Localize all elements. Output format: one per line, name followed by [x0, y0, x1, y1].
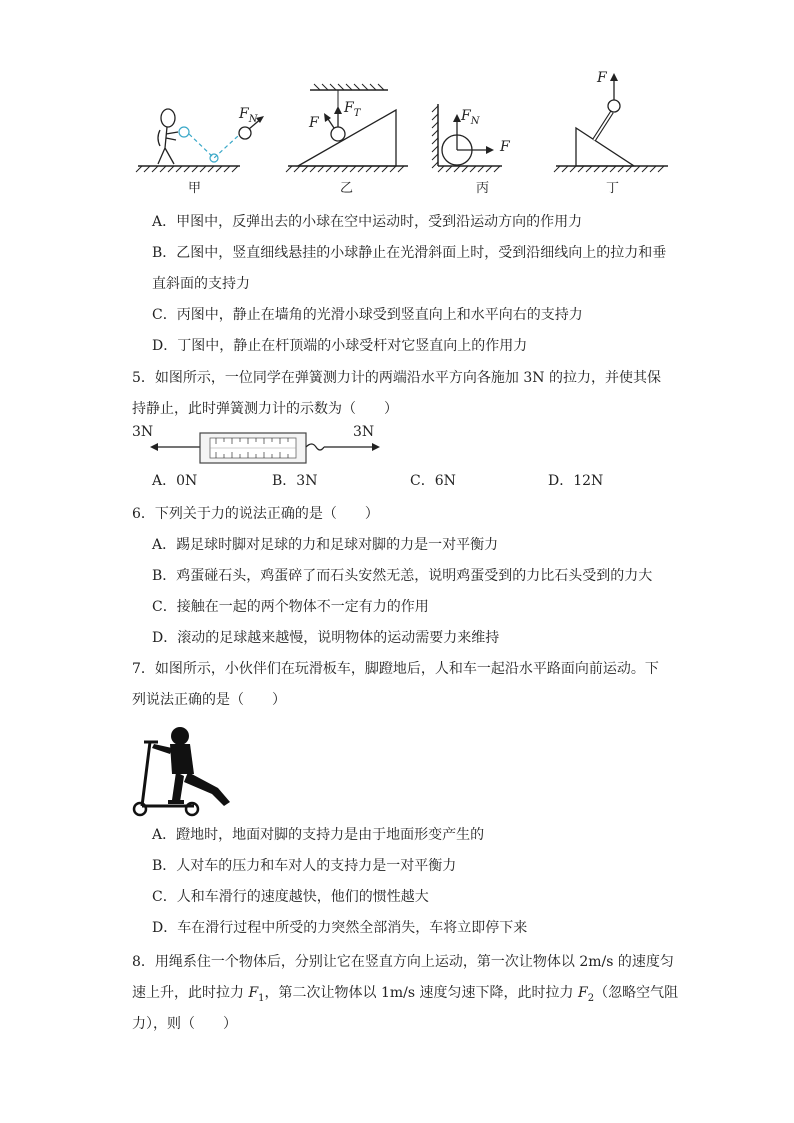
- caption-yi: 乙: [340, 181, 354, 196]
- q5-option-b: B．3N: [272, 473, 318, 489]
- q6-option-d: D．滚动的足球越来越慢，说明物体的运动需要力来维持: [152, 630, 500, 646]
- q8-stem-line3: 力），则（ ）: [132, 1016, 237, 1032]
- q8-stem-line1: 8．用绳系住一个物体后，分别让它在竖直方向上运动，第一次让物体以 2m/s 的速度匀: [132, 954, 674, 970]
- force-label-ding: F: [597, 70, 607, 86]
- q4-option-b: B．乙图中，竖直细线悬挂的小球静止在光滑斜面上时，受到沿细线向上的拉力和垂: [152, 245, 667, 261]
- q6-option-c: C．接触在一起的两个物体不一定有力的作用: [152, 599, 429, 615]
- q7-stem-line1: 7．如图所示，小伙伴们在玩滑板车，脚蹬地后，人和车一起沿水平路面向前运动。下: [132, 661, 659, 677]
- figure-yi: [286, 84, 408, 172]
- q7-option-b: B．人对车的压力和车对人的支持力是一对平衡力: [152, 858, 457, 874]
- q4-option-d: D．丁图中，静止在杆顶端的小球受杆对它竖直向上的作用力: [152, 338, 528, 354]
- q7-option-a: A．蹬地时，地面对脚的支持力是由于地面形变产生的: [152, 827, 485, 843]
- q6-option-a: A．踢足球时脚对足球的力和足球对脚的力是一对平衡力: [152, 537, 499, 553]
- force-label-yi: F: [309, 115, 319, 131]
- q4-option-a: A．甲图中，反弹出去的小球在空中运动时，受到沿运动方向的作用力: [152, 214, 583, 230]
- q4-figures: [130, 66, 675, 196]
- caption-bing: 丙: [476, 181, 490, 196]
- q5-option-d: D．12N: [548, 473, 604, 489]
- figure-ding: [554, 73, 668, 172]
- force-label-jia: $F_N$: [239, 106, 258, 125]
- q5-stem-line2: 持静止，此时弹簧测力计的示数为（ ）: [132, 401, 398, 417]
- scooter-figure: [128, 722, 234, 818]
- spring-scale-figure: [148, 428, 388, 468]
- q7-stem-line2: 列说法正确的是（ ）: [132, 692, 286, 708]
- q5-option-a: A．0N: [152, 473, 198, 489]
- q5-right-force: 3N: [353, 424, 375, 440]
- q6-stem: 6．下列关于力的说法正确的是（ ）: [132, 506, 379, 522]
- q5-option-c: C．6N: [410, 473, 456, 489]
- caption-ding: 丁: [606, 181, 620, 196]
- q4-option-b-cont: 直斜面的支持力: [152, 276, 250, 292]
- q5-left-force: 3N: [132, 424, 154, 440]
- q4-option-c: C．丙图中，静止在墙角的光滑小球受到竖直向上和水平向右的支持力: [152, 307, 583, 323]
- q6-option-b: B．鸡蛋碰石头，鸡蛋碎了而石头安然无恙，说明鸡蛋受到的力比石头受到的力大: [152, 568, 653, 584]
- force-label-bing: F: [500, 139, 510, 155]
- q7-option-d: D．车在滑行过程中所受的力突然全部消失，车将立即停下来: [152, 920, 528, 936]
- caption-jia: 甲: [188, 181, 202, 196]
- q8-stem-line2: 速上升，此时拉力 $F_1$，第二次让物体以 1m/s 速度匀速下降，此时拉力 $F_2$（忽略空气阻: [132, 985, 679, 1004]
- force-label-yi-t: $F_T$: [344, 100, 361, 119]
- q5-stem-line1: 5．如图所示，一位同学在弹簧测力计的两端沿水平方向各施加 3N 的拉力，并使其保: [132, 370, 661, 386]
- force-label-bing-n: $F_N$: [461, 108, 480, 127]
- q7-option-c: C．人和车滑行的速度越快，他们的惯性越大: [152, 889, 429, 905]
